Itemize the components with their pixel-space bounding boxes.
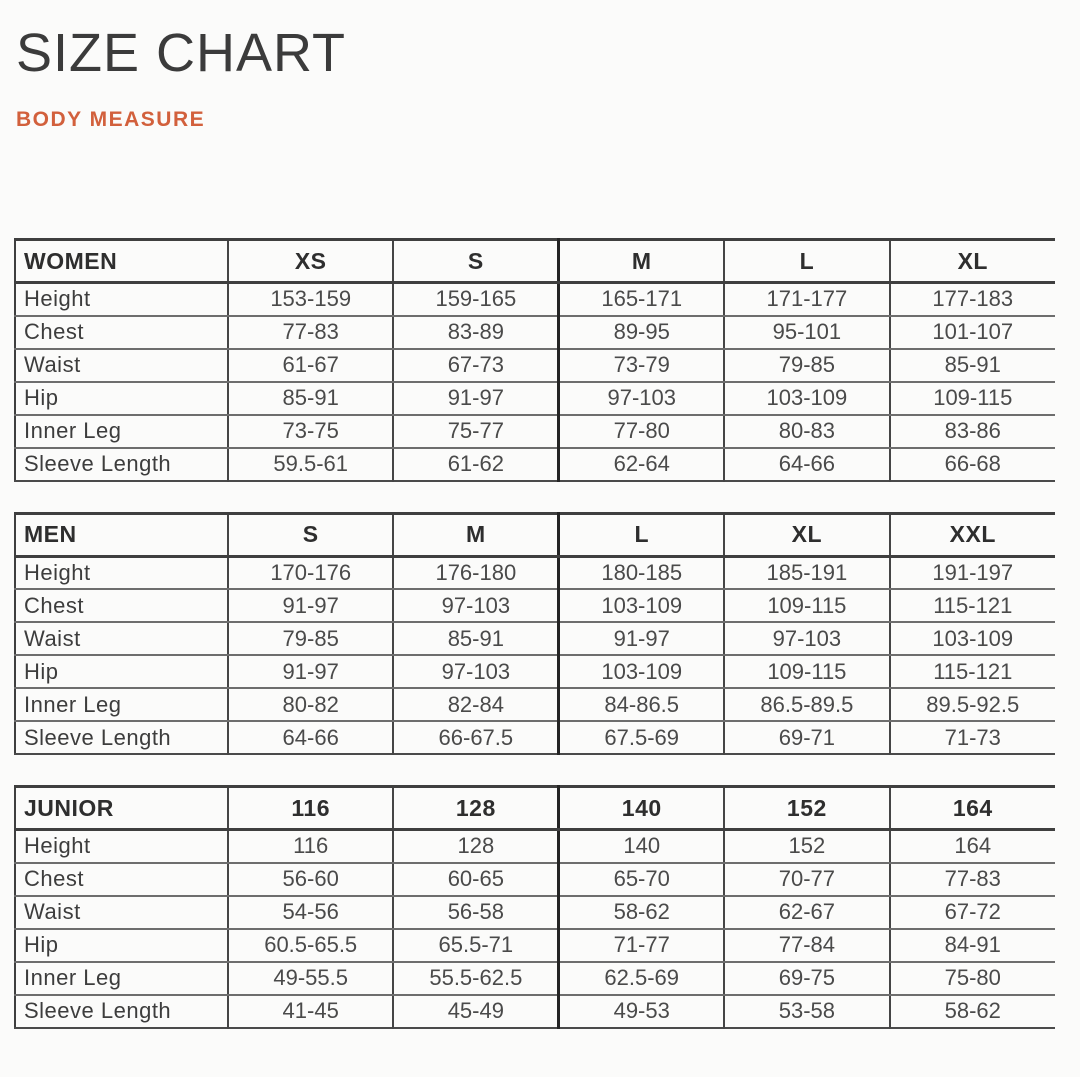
measure-value-cell: 115-121 <box>890 655 1055 688</box>
measure-value-cell: 45-49 <box>393 995 558 1028</box>
measure-value-cell: 60-65 <box>393 863 558 896</box>
measure-value-cell: 84-86.5 <box>559 688 724 721</box>
measure-value-cell: 85-91 <box>393 622 558 655</box>
page-title: SIZE CHART <box>16 23 347 83</box>
measure-value-cell: 86.5-89.5 <box>724 688 889 721</box>
measure-value-cell: 177-183 <box>890 283 1055 316</box>
size-table-men <box>14 512 1055 756</box>
measure-value-cell: 75-77 <box>393 415 558 448</box>
measure-value-cell: 79-85 <box>724 349 889 382</box>
measure-row-label: Waist <box>15 622 228 655</box>
measure-value-cell: 95-101 <box>724 316 889 349</box>
measure-value-cell: 180-185 <box>559 556 724 589</box>
measure-row-label: Chest <box>15 589 228 622</box>
size-column-header: XXL <box>890 513 1055 556</box>
group-header-men: MEN <box>15 513 228 556</box>
measure-value-cell: 82-84 <box>393 688 558 721</box>
measure-value-cell: 65.5-71 <box>393 929 558 962</box>
measure-value-cell: 109-115 <box>890 382 1055 415</box>
measure-value-cell: 91-97 <box>559 622 724 655</box>
measure-row <box>15 556 1055 589</box>
measure-value-cell: 65-70 <box>559 863 724 896</box>
size-column-header: XL <box>724 513 889 556</box>
size-column-header: S <box>393 240 558 283</box>
measure-value-cell: 49-53 <box>559 995 724 1028</box>
measure-value-cell: 73-75 <box>228 415 393 448</box>
size-tables-container <box>14 238 1054 1059</box>
measure-value-cell: 91-97 <box>228 589 393 622</box>
group-header-junior: JUNIOR <box>15 787 228 830</box>
measure-value-cell: 61-62 <box>393 448 558 481</box>
measure-row <box>15 863 1055 896</box>
measure-value-cell: 176-180 <box>393 556 558 589</box>
measure-value-cell: 61-67 <box>228 349 393 382</box>
measure-row <box>15 655 1055 688</box>
measure-value-cell: 85-91 <box>890 349 1055 382</box>
measure-value-cell: 103-109 <box>724 382 889 415</box>
measure-row-label: Chest <box>15 316 228 349</box>
measure-row-label: Height <box>15 283 228 316</box>
measure-value-cell: 71-73 <box>944 724 1001 750</box>
measure-value-cell: 89-95 <box>559 316 724 349</box>
measure-value-cell: 77-80 <box>559 415 724 448</box>
measure-value-cell: 91-97 <box>393 382 558 415</box>
measure-row-label: Inner Leg <box>15 688 228 721</box>
measure-value-cell: 171-177 <box>724 283 889 316</box>
measure-value-cell: 170-176 <box>228 556 393 589</box>
measure-value-cell: 62-67 <box>724 896 889 929</box>
table-header-row <box>15 240 1055 283</box>
measure-row <box>15 929 1055 962</box>
measure-value-cell: 103-109 <box>559 655 724 688</box>
measure-value-cell: 89.5-92.5 <box>890 688 1055 721</box>
size-column-header: L <box>724 240 889 283</box>
measure-value-cell: 64-66 <box>228 721 393 754</box>
measure-value-cell: 70-77 <box>724 863 889 896</box>
measure-value-cell: 165-171 <box>559 283 724 316</box>
measure-value-cell: 153-159 <box>228 283 393 316</box>
measure-row-label: Chest <box>15 863 228 896</box>
table-header-row <box>15 787 1055 830</box>
measure-row <box>15 896 1055 929</box>
measure-value-cell: 85-91 <box>228 382 393 415</box>
page-subtitle: BODY MEASURE <box>16 108 206 131</box>
measure-value-cell: 53-58 <box>724 995 889 1028</box>
measure-row-label: Hip <box>15 655 228 688</box>
measure-row-label: Height <box>15 556 228 589</box>
measure-value-cell: 54-56 <box>228 896 393 929</box>
measure-value-cell: 191-197 <box>890 556 1055 589</box>
measure-value-cell: 62.5-69 <box>559 962 724 995</box>
measure-value-cell: 159-165 <box>393 283 558 316</box>
measure-value-cell: 128 <box>393 830 558 863</box>
measure-value-cell: 91-97 <box>228 655 393 688</box>
measure-value-cell: 84-91 <box>890 929 1055 962</box>
size-column-header: 116 <box>228 787 393 830</box>
measure-value-cell: 103-109 <box>559 589 724 622</box>
measure-row <box>15 283 1055 316</box>
group-header-women: WOMEN <box>15 240 228 283</box>
measure-value-cell: 97-103 <box>393 655 558 688</box>
measure-value-cell: 140 <box>559 830 724 863</box>
size-table-women <box>14 238 1055 482</box>
measure-value-cell: 56-58 <box>393 896 558 929</box>
measure-value-cell: 79-85 <box>228 622 393 655</box>
measure-value-cell: 66-68 <box>944 451 1001 476</box>
measure-value-cell: 59.5-61 <box>228 448 393 481</box>
measure-value-cell: 97-103 <box>724 622 889 655</box>
measure-value-cell: 71-77 <box>559 929 724 962</box>
measure-row-label: Hip <box>15 929 228 962</box>
measure-value-cell: 164 <box>890 830 1055 863</box>
measure-row-label: Sleeve Length <box>15 448 228 481</box>
measure-value-cell: 83-86 <box>890 415 1055 448</box>
size-column-header: M <box>559 240 724 283</box>
measure-value-cell: 69-75 <box>724 962 889 995</box>
measure-value-cell: 55.5-62.5 <box>393 962 558 995</box>
measure-value-cell: 101-107 <box>890 316 1055 349</box>
measure-value-cell: 67-72 <box>890 896 1055 929</box>
measure-row <box>15 830 1055 863</box>
measure-value-cell: 80-83 <box>724 415 889 448</box>
measure-row-label: Waist <box>15 349 228 382</box>
size-table-junior <box>14 785 1055 1029</box>
size-column-header: S <box>228 513 393 556</box>
measure-row <box>15 589 1055 622</box>
measure-value-cell: 73-79 <box>559 349 724 382</box>
measure-row <box>15 622 1055 655</box>
size-column-header: 128 <box>393 787 558 830</box>
measure-row-label: Waist <box>15 896 228 929</box>
size-column-header: 140 <box>559 787 724 830</box>
measure-row <box>15 316 1055 349</box>
size-column-header: L <box>559 513 724 556</box>
measure-value-cell: 152 <box>724 830 889 863</box>
measure-value-cell: 97-103 <box>393 589 558 622</box>
measure-value-cell: 58-62 <box>944 998 1001 1023</box>
measure-row-label: Inner Leg <box>15 415 228 448</box>
measure-row <box>15 962 1055 995</box>
measure-value-cell: 77-84 <box>724 929 889 962</box>
measure-value-cell: 66-67.5 <box>393 721 558 754</box>
table-header-row <box>15 513 1055 556</box>
measure-value-cell: 62-64 <box>559 448 724 481</box>
measure-value-cell: 77-83 <box>890 863 1055 896</box>
size-column-header: 152 <box>724 787 889 830</box>
measure-value-cell: 116 <box>228 830 393 863</box>
size-column-header: M <box>393 513 558 556</box>
size-column-header: XS <box>228 240 393 283</box>
measure-value-cell: 185-191 <box>724 556 889 589</box>
measure-row <box>15 448 1055 481</box>
measure-value-cell: 49-55.5 <box>228 962 393 995</box>
measure-value-cell: 58-62 <box>559 896 724 929</box>
measure-value-cell: 60.5-65.5 <box>228 929 393 962</box>
measure-row-label: Hip <box>15 382 228 415</box>
measure-row-label: Sleeve Length <box>15 995 228 1028</box>
measure-row-label: Inner Leg <box>15 962 228 995</box>
measure-row <box>15 721 1055 754</box>
measure-value-cell: 115-121 <box>890 589 1055 622</box>
measure-value-cell: 67-73 <box>393 349 558 382</box>
measure-value-cell: 64-66 <box>724 448 889 481</box>
measure-value-cell: 69-71 <box>724 721 889 754</box>
measure-value-cell: 67.5-69 <box>559 721 724 754</box>
measure-value-cell: 41-45 <box>228 995 393 1028</box>
measure-row <box>15 995 1055 1028</box>
measure-value-cell: 103-109 <box>890 622 1055 655</box>
measure-row-label: Sleeve Length <box>15 721 228 754</box>
measure-value-cell: 83-89 <box>393 316 558 349</box>
measure-row <box>15 688 1055 721</box>
measure-value-cell: 97-103 <box>559 382 724 415</box>
measure-row <box>15 349 1055 382</box>
measure-value-cell: 77-83 <box>228 316 393 349</box>
size-column-header: 164 <box>890 787 1055 830</box>
measure-value-cell: 75-80 <box>890 962 1055 995</box>
measure-value-cell: 80-82 <box>228 688 393 721</box>
measure-row-label: Height <box>15 830 228 863</box>
measure-row <box>15 415 1055 448</box>
measure-value-cell: 109-115 <box>724 589 889 622</box>
size-column-header: XL <box>890 240 1055 283</box>
measure-row <box>15 382 1055 415</box>
measure-value-cell: 56-60 <box>228 863 393 896</box>
measure-value-cell: 109-115 <box>724 655 889 688</box>
